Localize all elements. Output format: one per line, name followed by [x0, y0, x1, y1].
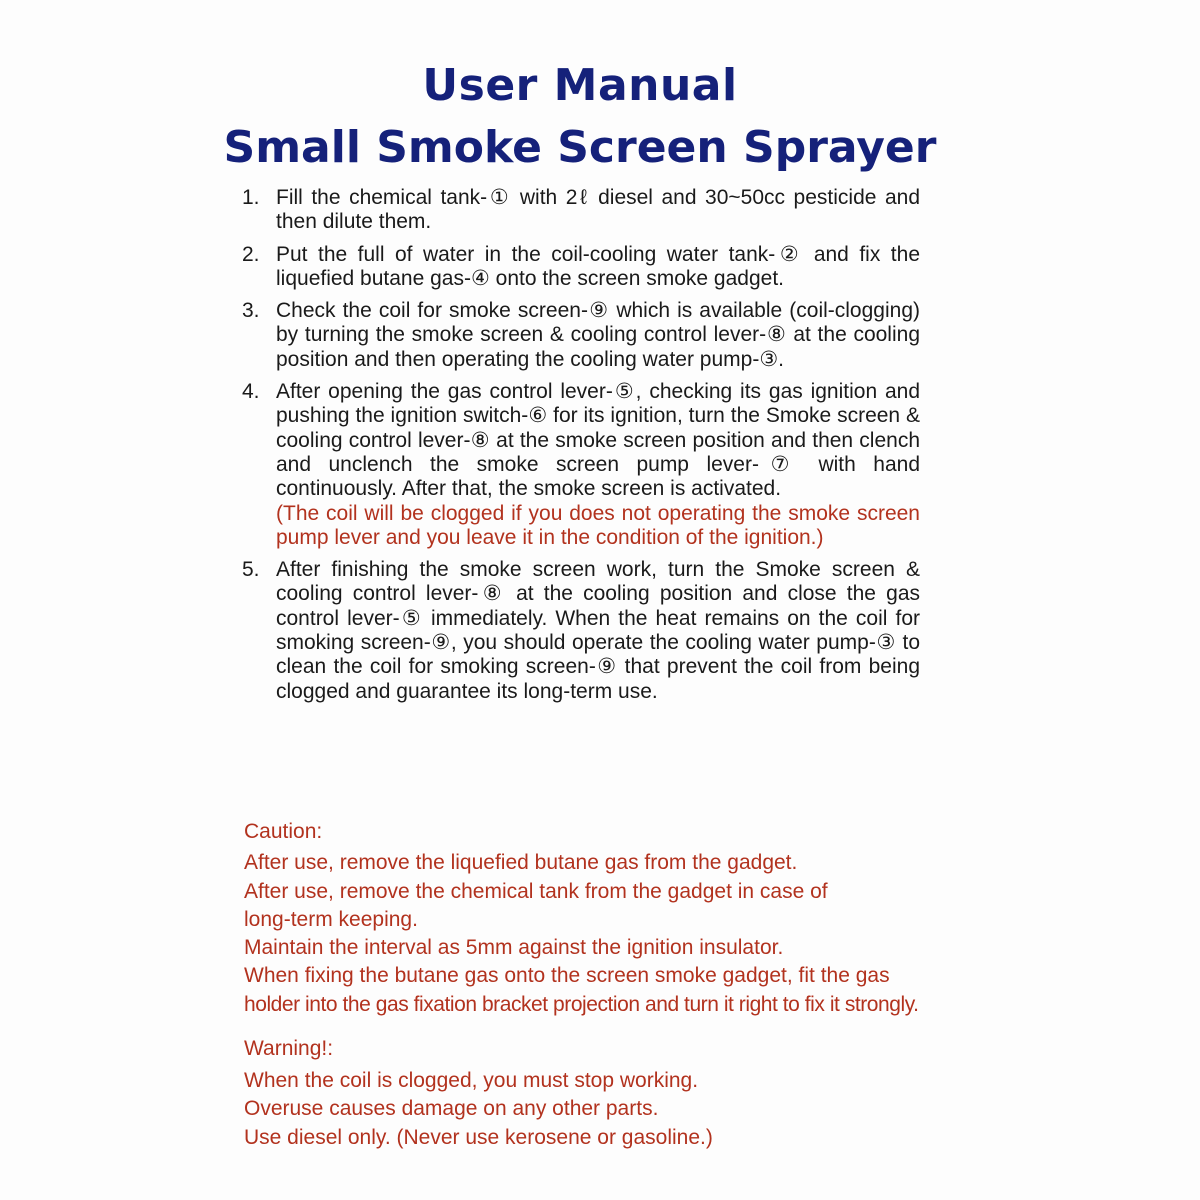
step-number: 1.: [242, 186, 260, 209]
step-number: 2.: [242, 242, 260, 266]
warning-heading: Warning!:: [244, 1037, 334, 1060]
page-title: User Manual: [422, 60, 738, 111]
step-text: Check the coil for smoke screen-⑨ which is available (coil-clogging) by turning the smoke screen & cooling control lever-⑧ at the cooling position and then operating the cooling water pump-③.: [276, 299, 920, 371]
caution-section: [244, 818, 984, 1019]
step-item-5: [240, 558, 920, 704]
step-number: 5.: [242, 558, 260, 582]
warning-section: [244, 1035, 984, 1152]
step-text: After finishing the smoke screen work, turn the Smoke screen & cooling control lever-⑧ at the cooling position and close the gas control lever-⑤ immediately. When the heat remains on the coil for smoking screen-⑨, you should operate the cooling water pump-③ to clean the coil for smoking screen-⑨ that prevent the coil from being clogged and guarantee its long-term use.: [276, 558, 920, 703]
caution-line: After use, remove the liquefied butane gas from the gadget.: [244, 851, 798, 875]
step-text: Fill the chemical tank-① with 2ℓ diesel and 30~50cc pesticide and then dilute them.: [276, 186, 920, 234]
step-text: Put the full of water in the coil-cooling water tank-② and fix the liquefied butane gas-④ onto the screen smoke gadget.: [276, 242, 920, 290]
caution-line: When fixing the butane gas onto the screen smoke gadget, fit the gas: [244, 964, 890, 988]
caution-heading: Caution:: [244, 820, 323, 843]
caution-line: long-term keeping.: [244, 907, 418, 931]
caution-line: holder into the gas fixation bracket projection and turn it right to fix it strongly.: [244, 992, 919, 1016]
warning-line: When the coil is clogged, you must stop working.: [244, 1068, 699, 1092]
step-item-1: [240, 186, 920, 235]
step-item-2: [240, 243, 920, 292]
step-number: 3.: [242, 299, 260, 323]
step-note: (The coil will be clogged if you does not operating the smoke screen pump lever and you leave it in the condition of the ignition.): [276, 501, 920, 549]
warning-line: Use diesel only. (Never use kerosene or gasoline.): [244, 1125, 713, 1149]
step-item-4: [240, 380, 920, 550]
step-item-3: [240, 299, 920, 372]
step-number: 4.: [242, 380, 260, 404]
instruction-steps: [240, 186, 920, 712]
caution-line: After use, remove the chemical tank from the gadget in case of: [244, 879, 828, 903]
step-text: After opening the gas control lever-⑤, checking its gas ignition and pushing the ignition switch-⑥ for its ignition, turn the Smoke screen & cooling control lever-⑧ at the smoke screen position and then clench and unclench the smoke screen pump lever-⑦ with hand continuously. After that, the smoke screen is activated.: [276, 380, 920, 501]
page-subtitle: Small Smoke Screen Sprayer: [223, 122, 937, 173]
caution-line: Maintain the interval as 5mm against the ignition insulator.: [244, 936, 784, 960]
warning-line: Overuse causes damage on any other parts.: [244, 1097, 659, 1120]
